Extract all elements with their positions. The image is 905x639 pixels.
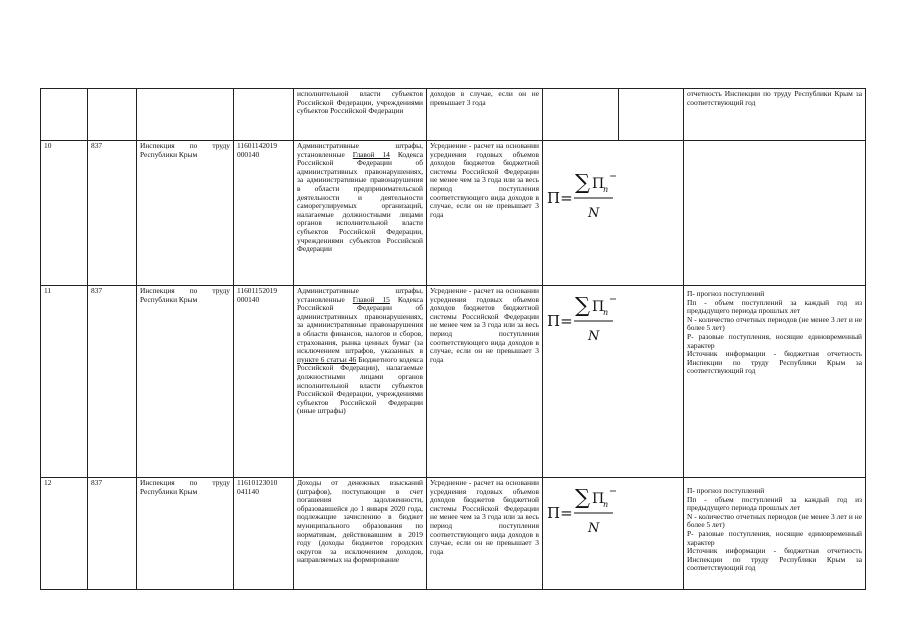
cell-kbk: 11601142019 000140 [234,141,294,286]
average-formula [547,288,625,350]
cell-kbk: 11610123010 041140 [234,478,294,590]
legal-reference-link[interactable]: Главой 15 [352,294,390,304]
cell-method: Усреднение - расчет на основании усреднения годовых объемов доходов бюджетов бюджетной системы Российской Федерации не менее чем за 3 года или за весь период поступления соответствующего вида доходов в случае, если он не превышает 3 года [427,141,543,286]
legend-line: Пп - объем поступлений за каждый год из предыдущего периода прошлых лет [687,494,862,513]
legend-line: N - количество отчетных периодов (не менее 3 лет и не более 5 лет) [687,511,862,530]
formula-subscript: n [603,500,609,509]
formula-term: П [592,299,605,315]
cell-num: 10 [41,141,88,286]
formula-denominator: N [588,329,600,344]
cell-formula [543,286,684,478]
cell-org: Инспекция по труду Республики Крым [137,286,234,478]
cell-code: 837 [88,141,137,286]
formula-denominator: N [588,206,600,221]
description-text: Административные штрафы, установленные [297,286,423,304]
legend-line: Р- разовые поступления, носящие единовременный характер [687,528,862,547]
legal-reference-link[interactable]: Главой 14 [352,149,390,159]
description-text: Доходы от денежных взысканий (штрафов), поступающие в счет погашения задолженности, образовавшейся до 1 января 2020 года, подлежащие зачислению в бюджет муниципального образования по нормативам, действовавшим в 2019 году (доходы бюджетов городских округов за исключением доходов, направляемых на формирование [297,479,423,565]
formula-subscript: n [603,185,609,194]
legend-line: Источник информации - бюджетная отчетность Инспекции по труду Республики Крым за соответствующий год [687,349,862,376]
cell-method: доходов в случае, если он не превышает 3 года [427,89,543,141]
cell-code: 837 [88,286,137,478]
formula-lhs: П= [547,504,573,522]
description-text: Административные штрафы, установленные [297,141,423,159]
legal-reference-link[interactable]: пункте 6 статьи 46 [297,354,357,364]
cell-num: 11 [41,286,88,478]
cell-formula [543,141,684,286]
cell-formula [543,478,684,590]
formula-subscript: n [603,308,609,317]
formula-sigma: ∑ [575,485,590,509]
cell-num [41,89,88,141]
legend-line: П- прогноз поступлений [687,289,765,298]
formula-term: П [592,176,605,192]
cell-org: Инспекция по труду Республики Крым [137,478,234,590]
formula-sigma: ∑ [575,293,590,317]
cell-org [137,89,234,141]
cell-formula [543,89,619,141]
description-text: Бюджетного кодекса Российской Федерации), налагаемые должностными лицами органов исполнительной власти субъектов Российской Федерации, учреждениями субъектов Российской Федерации (иные штрафы) [297,354,424,416]
cell-legend [684,141,866,286]
formula-term: П [592,491,605,507]
cell-legend: отчетность Инспекции по труду Республики Крым за соответствующий год [684,89,866,141]
cell-method: Усреднение - расчет на основании усреднения годовых объемов доходов бюджетов бюджетной системы Российской Федерации не менее чем за 3 года или за весь период поступления соответствующего вида доходов в случае, если он не превышает 3 года [427,286,543,478]
table-row-11 [41,286,866,478]
table-row-12 [41,478,866,590]
cell-org: Инспекция по труду Республики Крым [137,141,234,286]
formula-lhs: П= [547,189,573,207]
cell-description: исполнительной власти субъектов Российской Федерации, учреждениями субъектов Российской Федерации [294,89,427,141]
cell-code: 837 [88,478,137,590]
cell-code [88,89,137,141]
cell-description [294,141,427,286]
table-row-continuation [41,89,866,141]
formula-denominator: N [588,521,600,536]
formula-lhs: П= [547,312,573,330]
legend-line: Источник информации - бюджетная отчетность Инспекции по труду Республики Крым за соответствующий год [687,546,862,573]
legend-line: Р- разовые поступления, носящие единовременный характер [687,331,862,350]
description-text: Кодекса Российской Федерации об административных правонарушениях, за административные правонарушения в области финансов, налогов и сборов, страхования, рынка ценных бумаг (за исключением штрафов, указанных в [297,294,424,356]
formula-graphic [547,165,625,227]
formula-sigma: ∑ [575,170,590,194]
cell-kbk: 11601152019 000140 [234,286,294,478]
cell-num: 12 [41,478,88,590]
legend-line: П- прогноз поступлений [687,486,765,495]
revenue-forecast-table [40,88,866,590]
formula-graphic [547,288,625,350]
average-formula [547,480,625,542]
cell-kbk [234,89,294,141]
cell-description [294,286,427,478]
cell-method: Усреднение - расчет на основании усреднения годовых объемов доходов бюджетов бюджетной системы Российской Федерации не менее чем за 3 года или за весь период поступления соответствующего вида доходов в случае, если он не превышает 3 года [427,478,543,590]
cell-empty [619,89,684,141]
description-text: Кодекса Российской Федерации об административных правонарушениях, за административные правонарушения в области предпринимательской деятельности и деятельности саморегулируемых организаций, налагаемые должностными лицами органов исполнительной власти субъектов Российской Федерации, учреждениями субъектов Российской Федерации [297,149,424,254]
cell-description [294,478,427,590]
cell-legend [684,478,866,590]
legend-line: N - количество отчетных периодов (не менее 3 лет и не более 5 лет) [687,314,862,333]
cell-legend [684,286,866,478]
legend-line: Пп - объем поступлений за каждый год из предыдущего периода прошлых лет [687,297,862,316]
average-formula [547,165,625,227]
table-row-10 [41,141,866,286]
formula-graphic [547,480,625,542]
